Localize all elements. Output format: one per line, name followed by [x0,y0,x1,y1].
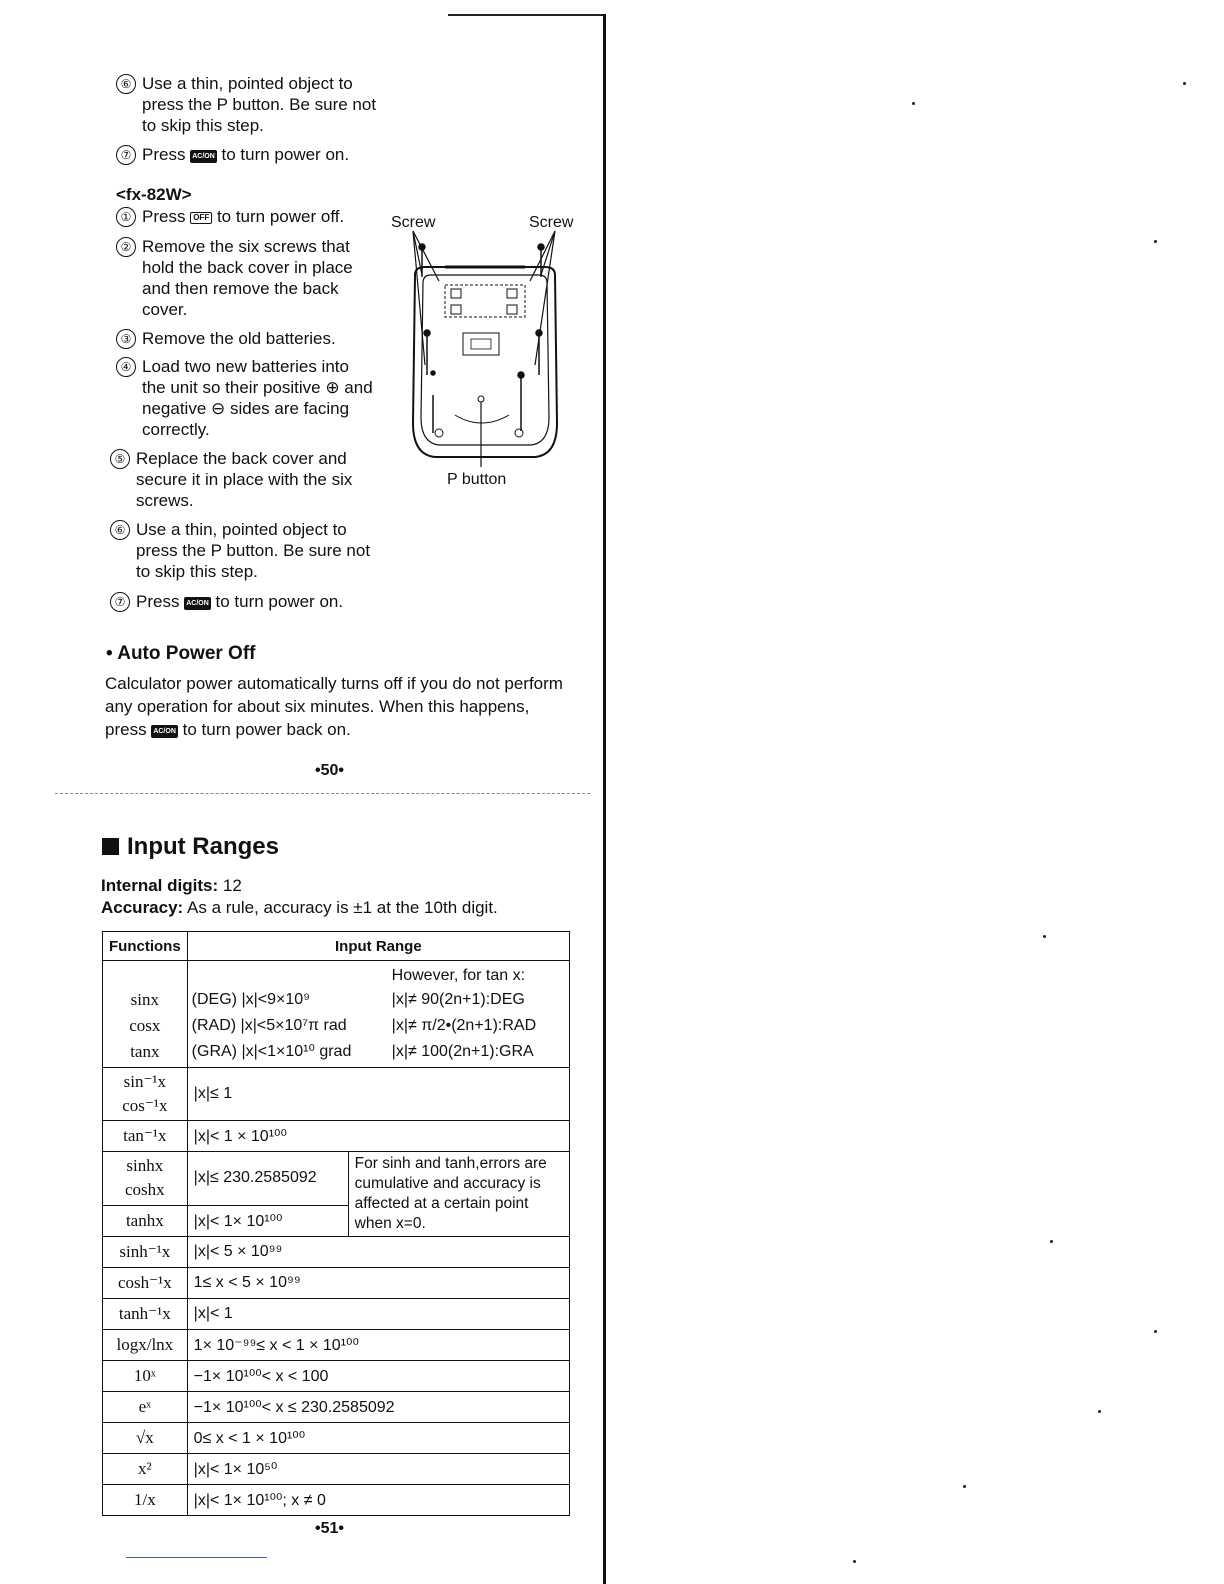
speck [1154,1330,1157,1333]
speck [1043,935,1046,938]
asin-acos-range: |x|≤ 1 [187,1068,569,1121]
table-row [103,961,570,1068]
page-number-50: •50• [315,762,344,779]
ac-on-key-icon: AC/ON [184,597,211,610]
blue-underline [126,1557,267,1558]
calculator-back-diagram [385,205,585,495]
step-6-top: ⑥ Use a thin, pointed object to press the P button. Be sure not to skip this step. [116,73,382,136]
step-6: ⑥ Use a thin, pointed object to press the P button. Be sure not to skip this step. [110,519,376,582]
page-number-51: •51• [315,1520,344,1537]
model-heading: <fx-82W> [116,185,192,204]
step-7: ⑦ Press AC/ON to turn power on. [110,591,343,612]
sinh-cosh-range: |x|≤ 230.2585092 [187,1152,348,1206]
table-row: x² |x|< 1× 10⁵⁰ [103,1454,570,1485]
tanh-function: tanhx [103,1205,188,1236]
step-7-top: ⑦ Press AC/ON to turn power on. [116,144,349,165]
auto-power-off-heading: • Auto Power Off [106,643,256,664]
speck [1183,82,1186,85]
input-ranges-heading: Input Ranges [102,833,279,861]
ac-on-key-icon: AC/ON [151,725,178,738]
speck [853,1560,856,1563]
table-row [103,1121,570,1152]
internal-digits-line: Internal digits: 12 [101,876,242,895]
table-row: sinh⁻¹x |x|< 5 × 10⁹⁹ [103,1237,570,1268]
table-row: 10ˣ −1× 10¹⁰⁰< x < 100 [103,1361,570,1392]
hyperbolic-note: For sinh and tanh,errors are cumulative and accuracy is affected at a certain point when x=0. [348,1152,569,1237]
table-row: cosh⁻¹x 1≤ x < 5 × 10⁹⁹ [103,1268,570,1299]
table-row [103,1068,570,1121]
square-bullet-icon [102,838,119,855]
ac-on-key-icon: AC/ON [190,150,217,163]
table-row [103,1152,570,1206]
step-1: ① Press OFF to turn power off. [116,206,344,227]
atan-function: tan⁻¹x [103,1121,188,1152]
top-rule [448,14,604,16]
sinh-cosh-functions: sinhx coshx [103,1152,188,1206]
step-5: ⑤ Replace the back cover and secure it in place with the six screws. [110,448,368,511]
input-range-header: Input Range [187,932,569,961]
trig-range: However, for tan x: (DEG) |x|<9×10⁹ (RAD) |x|<5×10⁷π rad (GRA) |x|<1×10¹⁰ grad |x|≠ 90(2n+1):DEG |x|≠ π/2•(2n+1):RAD |x|≠ 100(2n+1):GRA [187,961,569,1068]
screw-label-right: Screw [529,214,574,231]
input-ranges-table [102,931,570,1516]
speck [1154,240,1157,243]
trig-functions: sinx cosx tanx [103,961,188,1068]
table-row: 1/x |x|< 1× 10¹⁰⁰; x ≠ 0 [103,1485,570,1516]
atan-range: |x|< 1 × 10¹⁰⁰ [187,1121,569,1152]
asin-acos-functions: sin⁻¹x cos⁻¹x [103,1068,188,1121]
table-header-row [103,932,570,961]
step-3: ③ Remove the old batteries. [116,328,336,349]
speck [963,1485,966,1488]
step-2: ② Remove the six screws that hold the back cover in place and then remove the back cover. [116,236,372,320]
page-cut-line [55,793,590,794]
functions-header: Functions [103,932,188,961]
page-divider [603,14,606,1584]
auto-power-off-text: Calculator power automatically turns off if you do not perform any operation for about six minutes. When this happens, press AC/ON to turn power back on. [105,674,563,739]
screw-label-left: Screw [391,214,436,231]
accuracy-line: Accuracy: As a rule, accuracy is ±1 at the 10th digit. [101,898,498,917]
table-row: logx/lnx 1× 10⁻⁹⁹≤ x < 1 × 10¹⁰⁰ [103,1330,570,1361]
table-row: √x 0≤ x < 1 × 10¹⁰⁰ [103,1423,570,1454]
step-4: ④ Load two new batteries into the unit so their positive ⊕ and negative ⊖ sides are facing correctly. [116,356,374,440]
p-button-label: P button [447,471,507,488]
speck [1050,1240,1053,1243]
table-row: eˣ −1× 10¹⁰⁰< x ≤ 230.2585092 [103,1392,570,1423]
speck [1098,1410,1101,1413]
tanh-range: |x|< 1× 10¹⁰⁰ [187,1205,348,1236]
off-key-icon: OFF [190,212,212,224]
table-row: tanh⁻¹x |x|< 1 [103,1299,570,1330]
speck [912,102,915,105]
